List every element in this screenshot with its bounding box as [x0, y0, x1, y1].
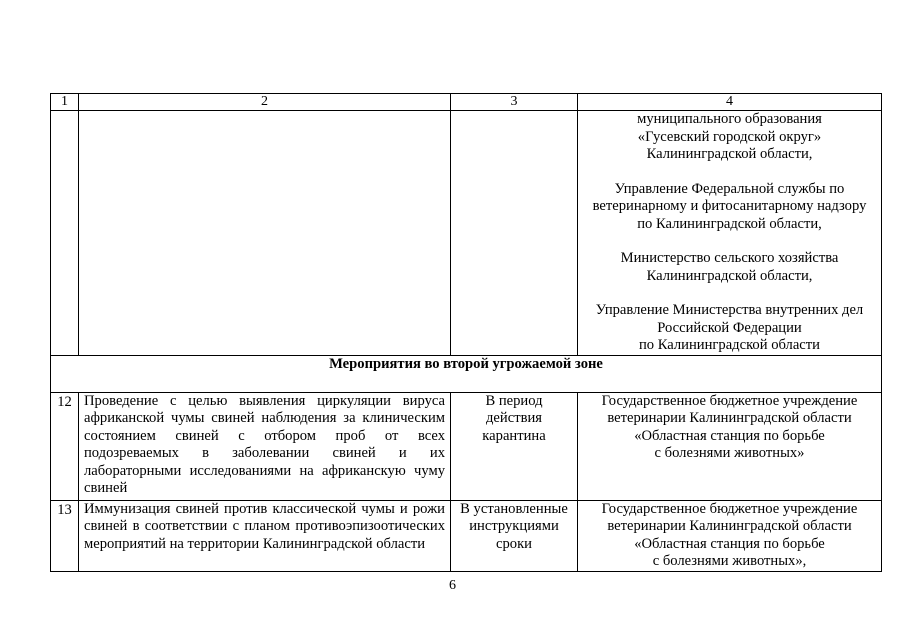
responsible-line: по Калининградской области	[639, 337, 820, 353]
responsible-line: муниципального образования	[637, 111, 822, 127]
row-term: В установленные инструкциями сроки	[451, 500, 578, 571]
responsible-line: ветеринарии Калининградской области	[607, 518, 852, 534]
cell-responsible	[578, 111, 882, 356]
responsible-line: с болезнями животных»	[654, 445, 805, 461]
responsible-block	[583, 302, 876, 355]
responsible-line: ветеринарному и фитосанитарному надзору	[592, 198, 867, 214]
responsible-line: Российской Федерации	[657, 319, 802, 336]
responsible-line: Управление Федеральной службы по	[614, 180, 845, 197]
header-col-2: 2	[79, 94, 451, 111]
cell-term	[451, 111, 578, 356]
responsible-block	[583, 111, 876, 164]
responsible-line: Калининградской области,	[646, 146, 813, 162]
responsible-line: Калининградской области,	[646, 267, 813, 284]
responsible-line: «Областная станция по борьбе	[634, 535, 825, 552]
responsible-line: с болезнями животных»,	[652, 553, 807, 569]
cell-measure	[79, 111, 451, 356]
page-number: 6	[449, 578, 456, 593]
table-row	[51, 500, 882, 571]
responsible-line: ветеринарии Калининградской области	[607, 410, 852, 426]
responsible-block	[583, 250, 876, 285]
responsible-line: Государственное бюджетное учреждение	[601, 392, 858, 409]
table-row-continuation	[51, 111, 882, 356]
header-col-3: 3	[451, 94, 578, 111]
table-header-row	[51, 94, 882, 111]
row-responsible	[578, 392, 882, 500]
row-number: 13	[51, 500, 79, 571]
responsible-line: Государственное бюджетное учреждение	[601, 500, 858, 517]
row-number: 12	[51, 392, 79, 500]
responsible-line: «Гусевский городской округ»	[637, 128, 822, 145]
row-measure: Проведение с целью выявления циркуляции вируса африканской чумы свиней наблюдения за клиническим состоянием свиней с отбором проб от всех подозреваемых в заболевании свиней и их лабораторными исследованиями на африканскую чуму свиней	[79, 392, 451, 500]
responsible-block	[583, 181, 876, 234]
row-responsible	[578, 500, 882, 571]
measures-table	[50, 93, 882, 572]
row-term: В период действия карантина	[451, 392, 578, 500]
responsible-line: Министерство сельского хозяйства	[620, 250, 839, 266]
row-measure: Иммунизация свиней против классической чумы и рожи свиней в соответствии с планом противоэпизоотических мероприятий на территории Калининградской области	[79, 500, 451, 571]
header-col-4: 4	[578, 94, 882, 111]
responsible-line: «Областная станция по борьбе	[634, 427, 825, 444]
section-row	[51, 355, 882, 392]
cell-num	[51, 111, 79, 356]
responsible-line: по Калининградской области,	[637, 215, 822, 232]
table-row	[51, 392, 882, 500]
header-col-1: 1	[51, 94, 79, 111]
section-title: Мероприятия во второй угрожаемой зоне	[51, 355, 882, 392]
responsible-line: Управление Министерства внутренних дел	[595, 302, 864, 318]
